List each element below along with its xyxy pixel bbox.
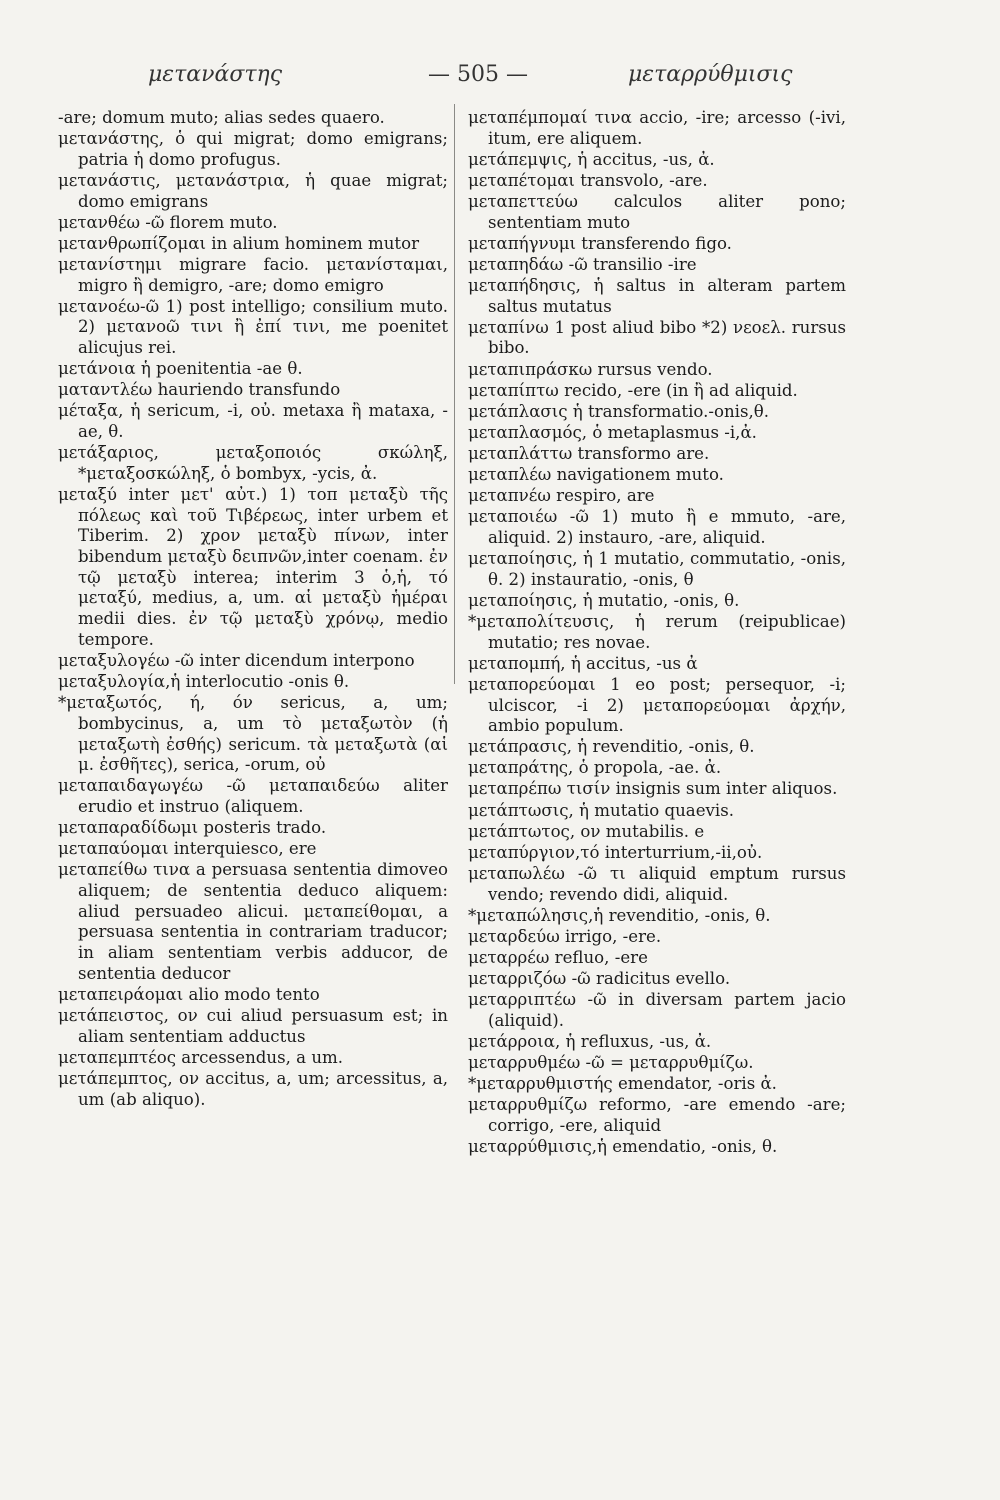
- entry: μεταποίησις, ἡ 1 mutatio, commutatio, -onis, θ. 2) instauratio, -onis, θ: [468, 549, 846, 589]
- entry: μεταπύργιον,τό interturrium,-ii,οὐ.: [468, 842, 763, 862]
- entry: μεταπήγνυμι transferendo figo.: [468, 233, 732, 253]
- entry: μετανθέω -ῶ florem muto.: [58, 212, 278, 232]
- entry: μετάπρασις, ἡ revenditio, -onis, θ.: [468, 737, 755, 757]
- entry: μεταπειράομαι alio modo tento: [58, 984, 320, 1004]
- left-column: [58, 108, 448, 1111]
- entry: μετάρροια, ἡ refluxus, -us, ἀ.: [468, 1031, 712, 1051]
- entry: μεταρριζόω -ῶ radicitus evello.: [468, 968, 731, 988]
- entry: μετανοέω-ῶ 1) post intelligo; consilium muto. 2) μετανοῶ τινι ἢ ἐπί τινι, me poenitet alicujus rei.: [58, 296, 448, 358]
- entry: μετάπτωτος, ον mutabilis. e: [468, 821, 705, 841]
- running-header: [0, 62, 1000, 102]
- column-divider: [454, 104, 455, 684]
- entry: μετάπειστος, ον cui aliud persuasum est; in aliam sententiam adductus: [58, 1006, 448, 1046]
- entry: μεταπορεύομαι 1 eo post; persequor, -i; ulciscor, -i 2) μεταπορεύομαι ἀρχήν, ambio populum.: [468, 674, 846, 736]
- entry: μεταπήδησις, ἡ saltus in alteram partem saltus mutatus: [468, 275, 846, 316]
- entry: μεταπνέω respiro, are: [468, 486, 655, 506]
- entry: *μεταπολίτευσις, ἡ rerum (reipublicae) mutatio; res novae.: [468, 611, 846, 652]
- entry: μεταπωλέω -ῶ τι aliquid emptum rursus vendo; revendo didi, aliquid.: [468, 863, 846, 904]
- entry: μετάπτωσις, ἡ mutatio quaevis.: [468, 800, 734, 820]
- entry: μεταρριπτέω -ῶ in diversam partem jacio (aliquid).: [468, 990, 846, 1030]
- entry: ματαντλέω hauriendo transfundo: [58, 380, 341, 400]
- entry: μεταπαραδίδωμι posteris trado.: [58, 818, 327, 838]
- entry: μεταπείθω τινα a persuasa sententia dimoveo aliquem; de sententia deduco aliquem: aliud persuadeo alicui. μεταπείθομαι, a persuasa sententia in contrariam traducor; in aliam sententiam verbis adducor, de sententia deducor: [58, 860, 448, 983]
- entry: μεταπαύομαι interquiesco, ere: [58, 839, 317, 859]
- entry: μεταπλέω navigationem muto.: [468, 465, 724, 485]
- entry: μεταπαιδαγωγέω -ῶ μεταπαιδεύω aliter erudio et instruo (aliquem.: [58, 776, 448, 817]
- entry: μεταρρέω refluo, -ere: [468, 947, 648, 967]
- entry: μετάπλασις ἡ transformatio.-onis,θ.: [468, 401, 769, 421]
- entry: μεταπομπή, ἡ accitus, -us ἀ: [468, 653, 698, 673]
- entry: μεταπιπράσκω rursus vendo.: [468, 359, 713, 379]
- entry: μεταποίησις, ἡ mutatio, -onis, θ.: [468, 590, 740, 610]
- page-number: — 505 —: [428, 62, 528, 87]
- entry: μετανάστις, μετανάστρια, ἡ quae migrat; domo emigrans: [58, 170, 448, 211]
- entry: *μεταρρυθμιστής emendator, -oris ἀ.: [468, 1074, 777, 1094]
- entry: μεταπίπτω recido, -ere (in ἢ ad aliquid.: [468, 380, 798, 400]
- entry: μεταπέμπομαί τινα accio, -ire; arcesso (-ivi, itum, ere aliquem.: [468, 108, 846, 148]
- entry: μεταπράτης, ὁ propola, -ae. ἀ.: [468, 758, 722, 778]
- entry: μεταπλάττω transformo are.: [468, 443, 710, 463]
- entry: μεταξυλογία,ἡ interlocutio -onis θ.: [58, 672, 350, 692]
- entry: μεταρδεύω irrigo, -ere.: [468, 926, 662, 946]
- entry: μετανάστης, ὁ qui migrat; domo emigrans; patria ἡ domo profugus.: [58, 129, 448, 169]
- entry: μεταπεττεύω calculos aliter pono; sententiam muto: [468, 191, 846, 232]
- entry: μεταξυλογέω -ῶ inter dicendum interpono: [58, 650, 415, 670]
- entry: μεταπηδάω -ῶ transilio -ire: [468, 254, 697, 274]
- entry: μετάνοια ἡ poenitentia -ae θ.: [58, 359, 303, 379]
- entry: μεταποιέω -ῶ 1) muto ἢ e mmuto, -are, aliquid. 2) instauro, -are, aliquid.: [468, 507, 846, 547]
- entry: μεταπίνω 1 post aliud bibo *2) νεοελ. rursus bibo.: [468, 317, 846, 358]
- entry: μεταξύ inter μετ' αὐτ.) 1) τοπ μεταξὺ τῆς πόλεως καὶ τοῦ Τιβέρεως, inter urbem et Tiberim. 2) χρον μεταξὺ πίνων, inter bibendum μεταξὺ δειπνῶν,inter coenam. ἐν τῷ μεταξὺ interea; interim 3 ὁ,ἡ, τό μεταξύ, medius, a, um. αἱ μεταξὺ ἡμέραι medii dies. ἐν τῷ μεταξὺ χρόνῳ, medio tempore.: [58, 484, 448, 649]
- entry: μεταρρύθμισις,ἡ emendatio, -onis, θ.: [468, 1136, 778, 1156]
- entry: μεταπρέπω τισίν insignis sum inter aliquos.: [468, 779, 838, 799]
- entry: μεταπέτομαι transvolo, -are.: [468, 170, 708, 190]
- entry: μεταπλασμός, ὁ metaplasmus -i,ἀ.: [468, 422, 757, 442]
- entry: μετανίστημι migrare facio. μετανίσταμαι, migro ἢ demigro, -are; domo emigro: [58, 254, 448, 295]
- entry: μετανθρωπίζομαι in alium hominem mutor: [58, 233, 420, 253]
- entry: -are; domum muto; alias sedes quaero.: [58, 108, 385, 127]
- right-guide-word: μεταρρύθμισις: [628, 62, 793, 87]
- entry: μεταρρυθμέω -ῶ = μεταρρυθμίζω.: [468, 1052, 754, 1072]
- entry: *μεταξωτός, ή, όν sericus, a, um; bombycinus, a, um τὸ μεταξωτὸν (ἡ μεταξωτὴ ἐσθής) sericum. τὰ μεταξωτὰ (αἱ μ. ἐσθῆτες), serica, -orum, οὐ: [58, 693, 448, 775]
- left-guide-word: μετανάστης: [148, 62, 283, 87]
- right-column: [468, 108, 846, 1158]
- entry: μετάξαριος, μεταξοποιός σκώληξ, *μεταξοσκώληξ, ὁ bombyx, -ycis, ἀ.: [58, 443, 448, 483]
- entry: *μεταπώλησις,ἡ revenditio, -onis, θ.: [468, 905, 771, 925]
- entry: μεταπεμπτέος arcessendus, a um.: [58, 1047, 344, 1067]
- entry: μεταρρυθμίζω reformo, -are emendo -are; corrigo, -ere, aliquid: [468, 1095, 846, 1135]
- entry: μέταξα, ἡ sericum, -i, οὐ. metaxa ἢ mataxa, -ae, θ.: [58, 401, 448, 442]
- entry: μετάπεμπτος, ον accitus, a, um; arcessitus, a, um (ab aliquo).: [58, 1068, 448, 1109]
- entry: μετάπεμψις, ἡ accitus, -us, ἀ.: [468, 149, 715, 169]
